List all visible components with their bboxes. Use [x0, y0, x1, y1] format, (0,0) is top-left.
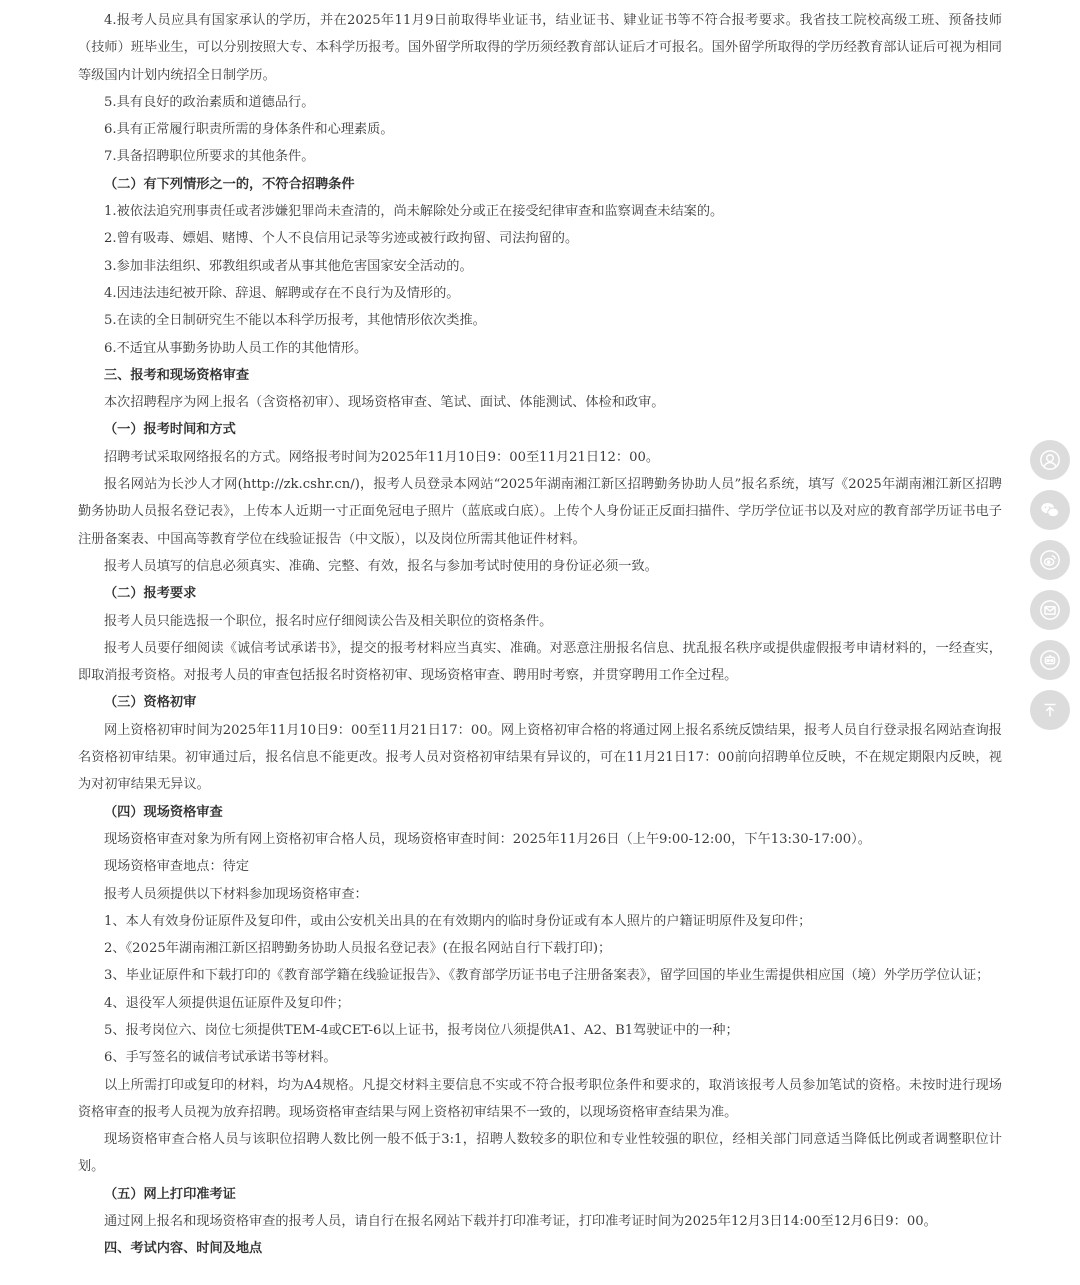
section-heading: （二）有下列情形之一的，不符合招聘条件 [104, 176, 355, 192]
weibo-icon [1039, 549, 1061, 571]
article-paragraph: 6.不适宜从事勤务协助人员工作的其他情形。 [104, 340, 368, 356]
article-paragraph: 本次招聘程序为网上报名（含资格初审）、现场资格审查、笔试、面试、体能测试、体检和政审。 [104, 395, 665, 411]
article-paragraph: 4、退役军人须提供退伍证原件及复印件； [104, 995, 350, 1011]
article-paragraph: 1、本人有效身份证原件及复印件，或由公安机关出具的在有效期内的临时身份证或有本人照片的户籍证明原件及复印件； [104, 913, 812, 929]
robot-assistant-button[interactable] [1030, 640, 1070, 680]
article-paragraph: 3.参加非法组织、邪教组织或者从事其他危害国家安全活动的。 [104, 258, 473, 274]
back-to-top-icon [1039, 699, 1061, 721]
article-paragraph: 现场资格审查对象为所有网上资格初审合格人员，现场资格审查时间：2025年11月26日（上午9:00-12:00，下午13:30-17:00）。 [104, 831, 871, 847]
mail-share-button[interactable] [1030, 590, 1070, 630]
article-paragraph: 现场资格审查合格人员与该职位招聘人数比例一般不低于3:1，招聘人数较多的职位和专业性较强的职位，经相关部门同意适当降低比例或者调整职位计划。 [78, 1132, 1002, 1175]
article-paragraph: 6、手写签名的诚信考试承诺书等材料。 [104, 1050, 337, 1066]
article-paragraph: 3、毕业证原件和下载打印的《教育部学籍在线验证报告》、《教育部学历证书电子注册备案表》，留学回国的毕业生需提供相应国（境）外学历学位认证； [104, 968, 990, 984]
article-paragraph: 报考人员填写的信息必须真实、准确、完整、有效，报名与参加考试时使用的身份证必须一致。 [104, 558, 658, 574]
section-heading: （五）网上打印准考证 [104, 1186, 236, 1202]
floating-share-bar [1030, 440, 1070, 740]
article-paragraph: 报名网站为长沙人才网(http://zk.cshr.cn/)，报考人员登录本网站“2025年湖南湘江新区招聘勤务协助人员”报名系统，填写《2025年湖南湘江新区招聘勤务协助人员报名登记表》，上传本人近期一寸正面免冠电子照片（蓝底或白底）。上传个人身份证正反面扫描件、学历学位证书以及对应的教育部学历证书电子注册备案表、中国高等教育学位在线验证报告（中文版），以及岗位所需其他证件材料。 [78, 477, 1002, 547]
article-paragraph: 以上所需打印或复印的材料，均为A4规格。凡提交材料主要信息不实或不符合报考职位条件和要求的，取消该报考人员参加笔试的资格。未按时进行现场资格审查的报考人员视为放弃招聘。现场资格审查结果与网上资格初审结果不一致的，以现场资格审查结果为准。 [78, 1077, 1002, 1120]
section-heading: （二）报考要求 [104, 586, 197, 602]
user-button[interactable] [1030, 440, 1070, 480]
article-paragraph: 1.被依法追究刑事责任或者涉嫌犯罪尚未查清的，尚未解除处分或正在接受纪律审查和监察调查未结案的。 [104, 204, 724, 220]
user-icon [1039, 449, 1061, 471]
article-paragraph: 报考人员须提供以下材料参加现场资格审查： [104, 886, 368, 902]
article-paragraph: 网上资格初审时间为2025年11月10日9：00至11月21日17：00。网上资格初审合格的将通过网上报名系统反馈结果，报考人员自行登录报名网站查询报名资格初审结果。初审通过后，报名信息不能更改。报考人员对资格初审结果有异议的，可在11月21日17：00前向招聘单位反映，不在规定期限内反映，视为对初审结果无异议。 [78, 722, 1002, 793]
section-heading: 四、考试内容、时间及地点 [104, 1241, 263, 1257]
back-to-top-button[interactable] [1030, 690, 1070, 730]
article-paragraph: 7.具备招聘职位所要求的其他条件。 [104, 149, 315, 165]
robot-icon [1039, 649, 1061, 671]
article-paragraph: 2、《2025年湖南湘江新区招聘勤务协助人员报名登记表》(在报名网站自行下载打印)； [104, 941, 612, 957]
weibo-share-button[interactable] [1030, 540, 1070, 580]
article-paragraph: 报考人员要仔细阅读《诚信考试承诺书》，提交的报考材料应当真实、准确。对恶意注册报名信息、扰乱报名秩序或提供虚假报考申请材料的，一经查实，即取消报考资格。对报考人员的审查包括报名时资格初审、现场资格审查、聘用时考察，并贯穿聘用工作全过程。 [78, 640, 1002, 684]
section-heading: （四）现场资格审查 [104, 804, 223, 820]
mail-icon [1039, 599, 1061, 621]
article-paragraph: 5.在读的全日制研究生不能以本科学历报考，其他情形依次类推。 [104, 313, 486, 329]
article-paragraph: 现场资格审查地点：待定 [104, 859, 250, 875]
article-paragraph: 5.具有良好的政治素质和道德品行。 [104, 94, 315, 110]
section-heading: 三、报考和现场资格审查 [104, 367, 250, 383]
wechat-icon [1039, 499, 1061, 521]
article-paragraph: 6.具有正常履行职责所需的身体条件和心理素质。 [104, 122, 394, 138]
article-paragraph: 招聘考试采取网络报名的方式。网络报考时间为2025年11月10日9：00至11月21日12：00。 [104, 449, 660, 465]
article-paragraph: 2.曾有吸毒、嫖娼、赌博、个人不良信用记录等劣迹或被行政拘留、司法拘留的。 [104, 231, 579, 247]
article-paragraph: 报考人员只能选报一个职位，报名时应仔细阅读公告及相关职位的资格条件。 [104, 613, 553, 629]
article-paragraph: 4.报考人员应具有国家承认的学历，并在2025年11月9日前取得毕业证书，结业证书、肄业证书等不符合报考要求。我省技工院校高级工班、预备技师（技师）班毕业生，可以分别按照大专、本科学历报考。国外留学所取得的学历须经教育部认证后才可报名。国外留学所取得的学历经教育部认证后可视为相同等级国内计划内统招全日制学历。 [78, 13, 1002, 83]
section-heading: （三）资格初审 [104, 695, 197, 711]
article-body [78, 7, 1002, 1263]
section-heading: （一）报考时间和方式 [104, 422, 236, 438]
wechat-share-button[interactable] [1030, 490, 1070, 530]
article-paragraph: 通过网上报名和现场资格审查的报考人员，请自行在报名网站下载并打印准考证，打印准考证时间为2025年12月3日14:00至12月6日9：00。 [104, 1214, 937, 1230]
article-paragraph: 5、报考岗位六、岗位七须提供TEM-4或CET-6以上证书，报考岗位八须提供A1、A2、B1驾驶证中的一种； [104, 1022, 739, 1038]
article-paragraph: 4.因违法违纪被开除、辞退、解聘或存在不良行为及情形的。 [104, 285, 460, 301]
